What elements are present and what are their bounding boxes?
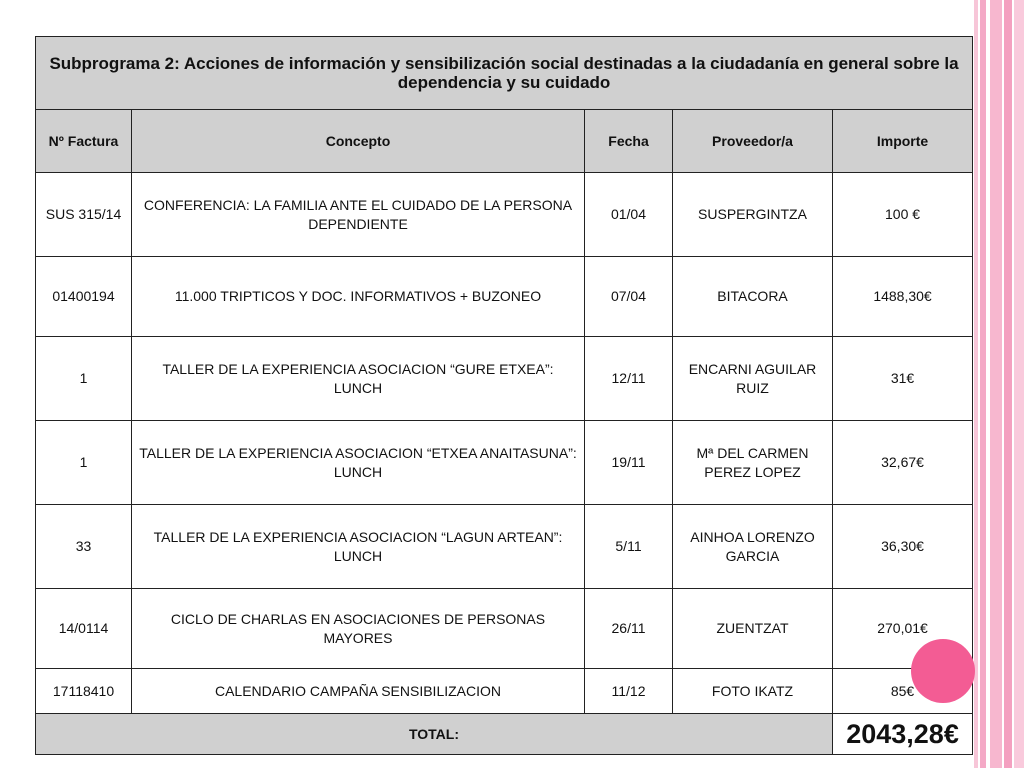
cell-concepto: CONFERENCIA: LA FAMILIA ANTE EL CUIDADO DE LA PERSONA DEPENDIENTE xyxy=(132,173,585,257)
cell-importe: 270,01€ xyxy=(833,589,973,669)
cell-factura: 33 xyxy=(36,505,132,589)
pink-circle-decoration xyxy=(911,639,975,703)
cell-factura: 1 xyxy=(36,421,132,505)
cell-factura: 14/0114 xyxy=(36,589,132,669)
cell-concepto: TALLER DE LA EXPERIENCIA ASOCIACION “LAGUN ARTEAN”: LUNCH xyxy=(132,505,585,589)
total-row xyxy=(36,714,973,755)
decor-stripe xyxy=(1014,0,1024,768)
cell-factura: 17118410 xyxy=(36,669,132,714)
cell-importe: 85€ xyxy=(833,669,973,714)
cell-importe: 1488,30€ xyxy=(833,257,973,337)
cell-fecha: 01/04 xyxy=(585,173,673,257)
cell-fecha: 19/11 xyxy=(585,421,673,505)
total-value: 2043,28€ xyxy=(833,714,973,755)
decor-stripe xyxy=(990,0,1002,768)
table-row xyxy=(36,421,973,505)
table-row xyxy=(36,505,973,589)
header-row xyxy=(36,110,973,173)
cell-fecha: 12/11 xyxy=(585,337,673,421)
column-header-proveedor: Proveedor/a xyxy=(673,110,833,173)
cell-factura: SUS 315/14 xyxy=(36,173,132,257)
cell-fecha: 11/12 xyxy=(585,669,673,714)
cell-proveedor: ENCARNI AGUILAR RUIZ xyxy=(673,337,833,421)
table-row xyxy=(36,173,973,257)
cell-proveedor: Mª DEL CARMEN PEREZ LOPEZ xyxy=(673,421,833,505)
cell-concepto: 11.000 TRIPTICOS Y DOC. INFORMATIVOS + BUZONEO xyxy=(132,257,585,337)
cell-importe: 32,67€ xyxy=(833,421,973,505)
decor-stripe xyxy=(974,0,978,768)
cell-fecha: 07/04 xyxy=(585,257,673,337)
cell-factura: 01400194 xyxy=(36,257,132,337)
column-header-fecha: Fecha xyxy=(585,110,673,173)
column-header-concepto: Concepto xyxy=(132,110,585,173)
table-row xyxy=(36,337,973,421)
invoice-table xyxy=(35,36,973,755)
cell-concepto: CALENDARIO CAMPAÑA SENSIBILIZACION xyxy=(132,669,585,714)
cell-proveedor: ZUENTZAT xyxy=(673,589,833,669)
column-header-importe: Importe xyxy=(833,110,973,173)
table-row xyxy=(36,589,973,669)
cell-proveedor: FOTO IKATZ xyxy=(673,669,833,714)
table-row xyxy=(36,257,973,337)
cell-importe: 31€ xyxy=(833,337,973,421)
cell-concepto: TALLER DE LA EXPERIENCIA ASOCIACION “GURE ETXEA”: LUNCH xyxy=(132,337,585,421)
table-title: Subprograma 2: Acciones de información y sensibilización social destinadas a la ciudadanía en general sobre la dependencia y su cuidado xyxy=(36,37,973,110)
cell-concepto: CICLO DE CHARLAS EN ASOCIACIONES DE PERSONAS MAYORES xyxy=(132,589,585,669)
cell-importe: 100 € xyxy=(833,173,973,257)
cell-concepto: TALLER DE LA EXPERIENCIA ASOCIACION “ETXEA ANAITASUNA”: LUNCH xyxy=(132,421,585,505)
cell-fecha: 5/11 xyxy=(585,505,673,589)
cell-proveedor: SUSPERGINTZA xyxy=(673,173,833,257)
cell-factura: 1 xyxy=(36,337,132,421)
cell-proveedor: BITACORA xyxy=(673,257,833,337)
cell-fecha: 26/11 xyxy=(585,589,673,669)
column-header-factura: Nº Factura xyxy=(36,110,132,173)
decor-stripe xyxy=(980,0,986,768)
cell-importe: 36,30€ xyxy=(833,505,973,589)
cell-proveedor: AINHOA LORENZO GARCIA xyxy=(673,505,833,589)
title-row xyxy=(36,37,973,110)
table-row xyxy=(36,669,973,714)
decor-stripe xyxy=(1004,0,1012,768)
total-label: TOTAL: xyxy=(36,714,833,755)
